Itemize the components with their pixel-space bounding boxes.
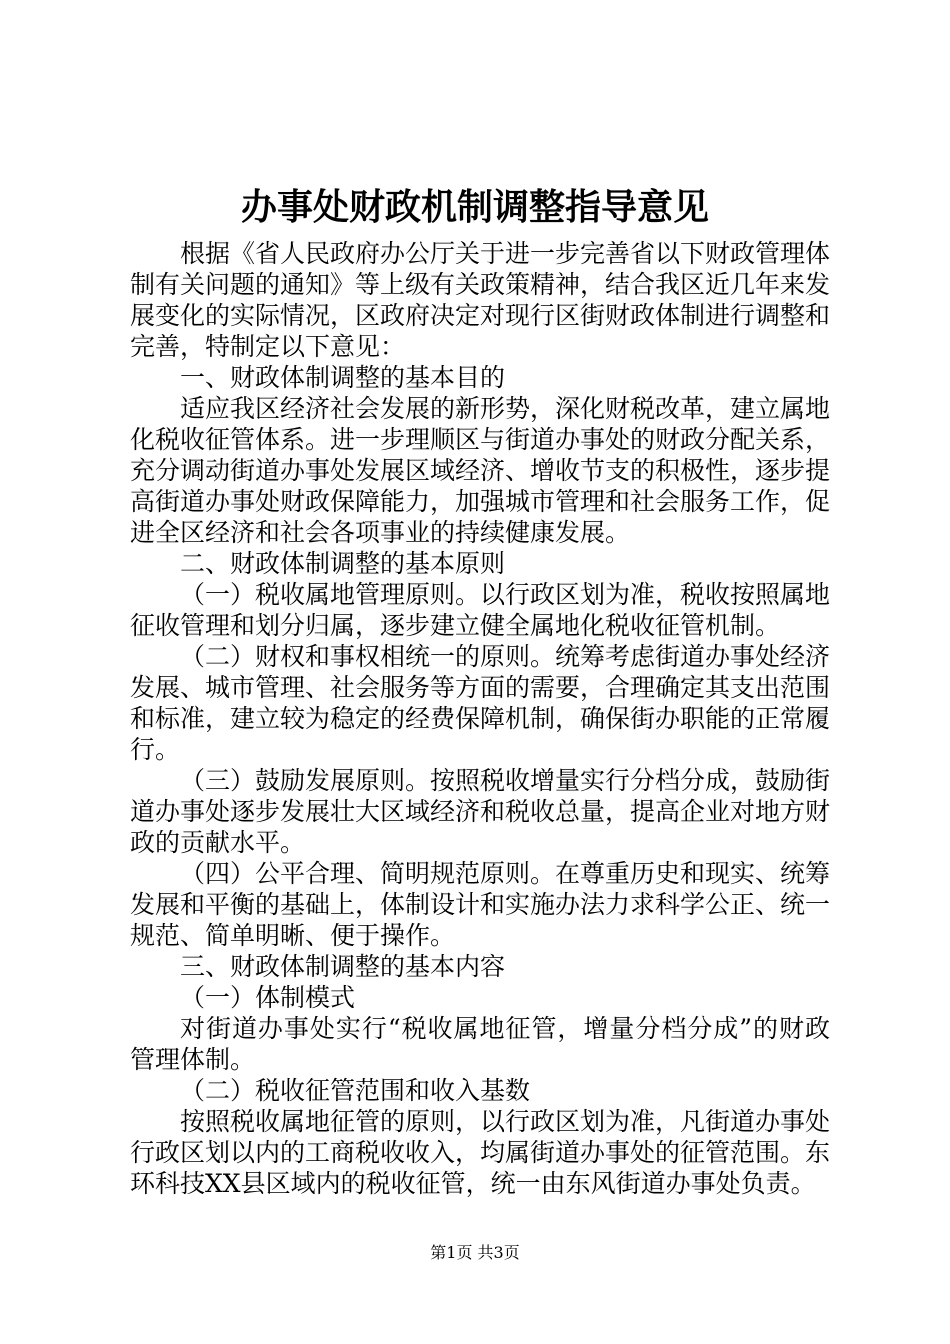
principle-1-paragraph: （一）税收属地管理原则。以行政区划为准，税收按照属地征收管理和划分归属，逐步建立健全属地化税收征管机制。	[130, 580, 831, 640]
purpose-paragraph: 适应我区经济社会发展的新形势，深化财税改革，建立属地化税收征管体系。进一步理顺区与街道办事处的财政分配关系，充分调动街道办事处发展区域经济、增收节支的积极性，逐步提高街道办事处财政保障能力，加强城市管理和社会服务工作，促进全区经济和社会各项事业的持续健康发展。	[130, 394, 831, 547]
intro-paragraph: 根据《省人民政府办公厅关于进一步完善省以下财政管理体制有关问题的通知》等上级有关政策精神，结合我区近几年来发展变化的实际情况，区政府决定对现行区街财政体制进行调整和完善，特制定以下意见：	[130, 239, 831, 361]
model-paragraph: 对街道办事处实行“税收属地征管，增量分档分成”的财政管理体制。	[130, 1014, 830, 1074]
document-body	[130, 238, 830, 1199]
page-footer: 第1页 共3页	[430, 1243, 520, 1262]
subsection-heading-model: （一）体制模式	[180, 983, 356, 1012]
section-heading-content: 三、财政体制调整的基本内容	[180, 952, 506, 981]
principle-4-paragraph: （四）公平合理、简明规范原则。在尊重历史和现实、统筹发展和平衡的基础上，体制设计和实施办法力求科学公正、统一规范、简单明晰、便于操作。	[130, 859, 831, 950]
principle-3-paragraph: （三）鼓励发展原则。按照税收增量实行分档分成，鼓励街道办事处逐步发展壮大区域经济和税收总量，提高企业对地方财政的贡献水平。	[130, 766, 831, 857]
document-title: 办事处财政机制调整指导意见	[240, 187, 709, 228]
section-heading-purpose: 一、财政体制调整的基本目的	[180, 363, 506, 392]
section-heading-principles: 二、财政体制调整的基本原则	[180, 549, 506, 578]
principle-2-paragraph: （二）财权和事权相统一的原则。统筹考虑街道办事处经济发展、城市管理、社会服务等方面的需要，合理确定其支出范围和标准，建立较为稳定的经费保障机制，确保街办职能的正常履行。	[130, 642, 831, 764]
scope-paragraph: 按照税收属地征管的原则，以行政区划为准，凡街道办事处行政区划以内的工商税收收入，均属街道办事处的征管范围。东环科技XX县区域内的税收征管，统一由东风街道办事处负责。	[130, 1107, 831, 1198]
subsection-heading-scope: （二）税收征管范围和收入基数	[180, 1076, 531, 1105]
